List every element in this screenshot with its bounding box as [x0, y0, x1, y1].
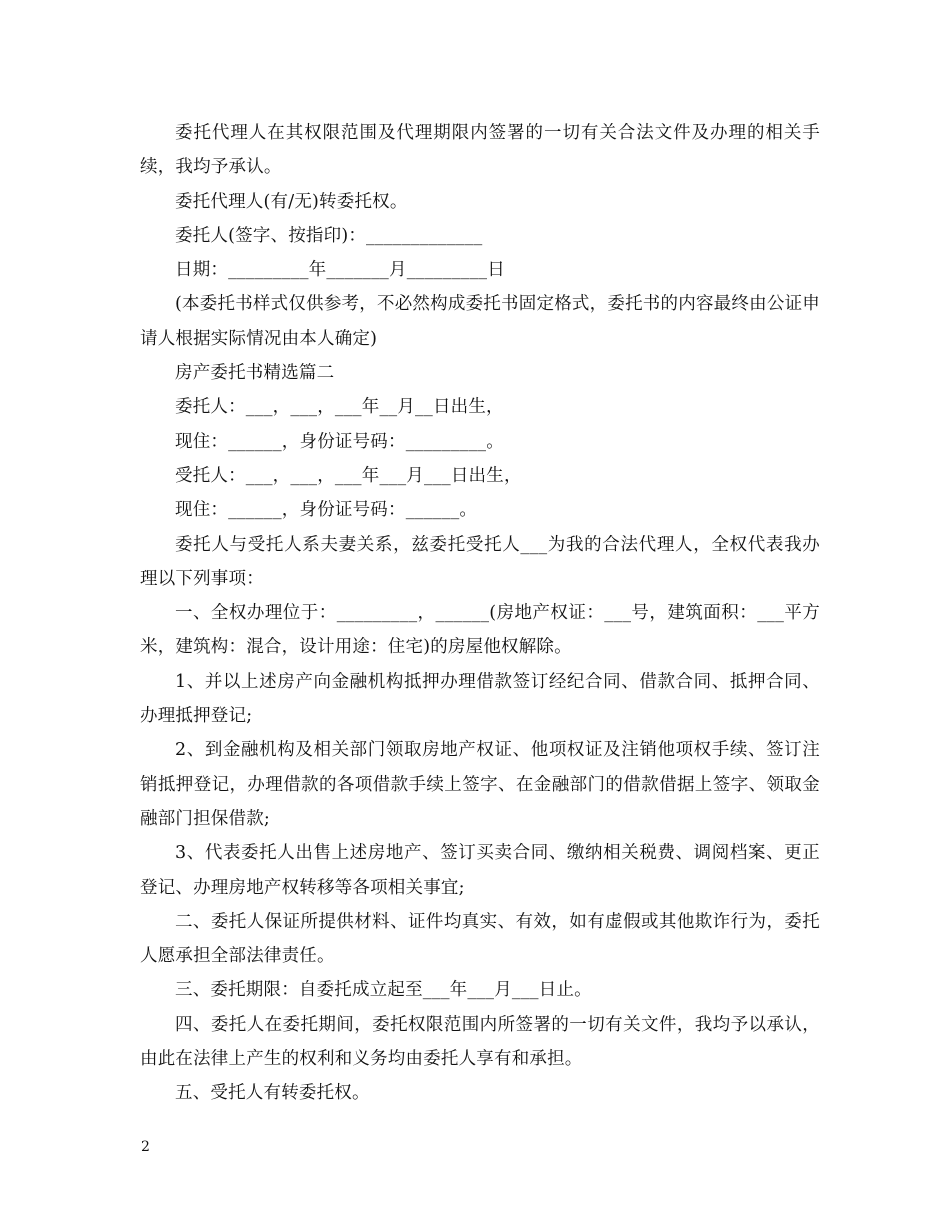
paragraph: 现住：______，身份证号码：_________。	[175, 431, 504, 452]
paragraph: 现住：______，身份证号码：______。	[175, 500, 478, 521]
paragraph: 一、全权办理位于：_________，______(房地产权证：___号，建筑面积：___平方米，建筑构：混合，设计用途：住宅)的房屋他权解除。	[140, 603, 820, 658]
paragraph: 四、委托人在委托期间，委托权限范围内所签署的一切有关文件，我均予以承认，由此在法律上产生的权利和义务均由委托人享有和承担。	[140, 1014, 820, 1070]
paragraph: 3、代表委托人出售上述房地产、签订买卖合同、缴纳相关税费、调阅档案、更正登记、办理房地产权转移等各项相关事宜;	[140, 843, 820, 898]
paragraph: 委托代理人(有/无)转委托权。	[175, 191, 408, 212]
paragraph: 委托人与受托人系夫妻关系，兹委托受托人___为我的合法代理人，全权代表我办理以下列事项：	[140, 534, 820, 589]
paragraph: 2、到金融机构及相关部门领取房地产权证、他项权证及注销他项权手续、签订注销抵押登记，办理借款的各项借款手续上签字、在金融部门的借款借据上签字、领取金融部门担保借款;	[140, 740, 820, 829]
date-line: 日期：_________年_______月_________日	[175, 260, 505, 281]
paragraph: 1、并以上述房产向金融机构抵押办理借款签订经纪合同、借款合同、抵押合同、办理抵押登记;	[140, 671, 820, 727]
section-title: 房产委托书精选篇二	[175, 363, 335, 384]
paragraph: 受托人：___，___，___年___月___日出生，	[175, 465, 522, 486]
paragraph: 委托代理人在其权限范围及代理期限内签署的一切有关合法文件及办理的相关手续，我均予承认。	[140, 123, 820, 178]
document-body	[140, 116, 820, 1111]
paragraph: 五、受托人有转委托权。	[175, 1083, 370, 1104]
paragraph: 二、委托人保证所提供材料、证件均真实、有效，如有虚假或其他欺诈行为，委托人愿承担全部法律责任。	[140, 911, 820, 967]
signature-line: 委托人(签字、按指印)：_____________	[175, 225, 483, 246]
paragraph: 委托人：___，___，___年__月__日出生，	[175, 397, 504, 418]
paragraph: (本委托书样式仅供参考，不必然构成委托书固定格式，委托书的内容最终由公证申请人根据实际情况由本人确定)	[140, 294, 820, 349]
page-number: 2	[141, 1139, 150, 1155]
paragraph: 三、委托期限：自委托成立起至___年___月___日止。	[175, 980, 592, 1001]
